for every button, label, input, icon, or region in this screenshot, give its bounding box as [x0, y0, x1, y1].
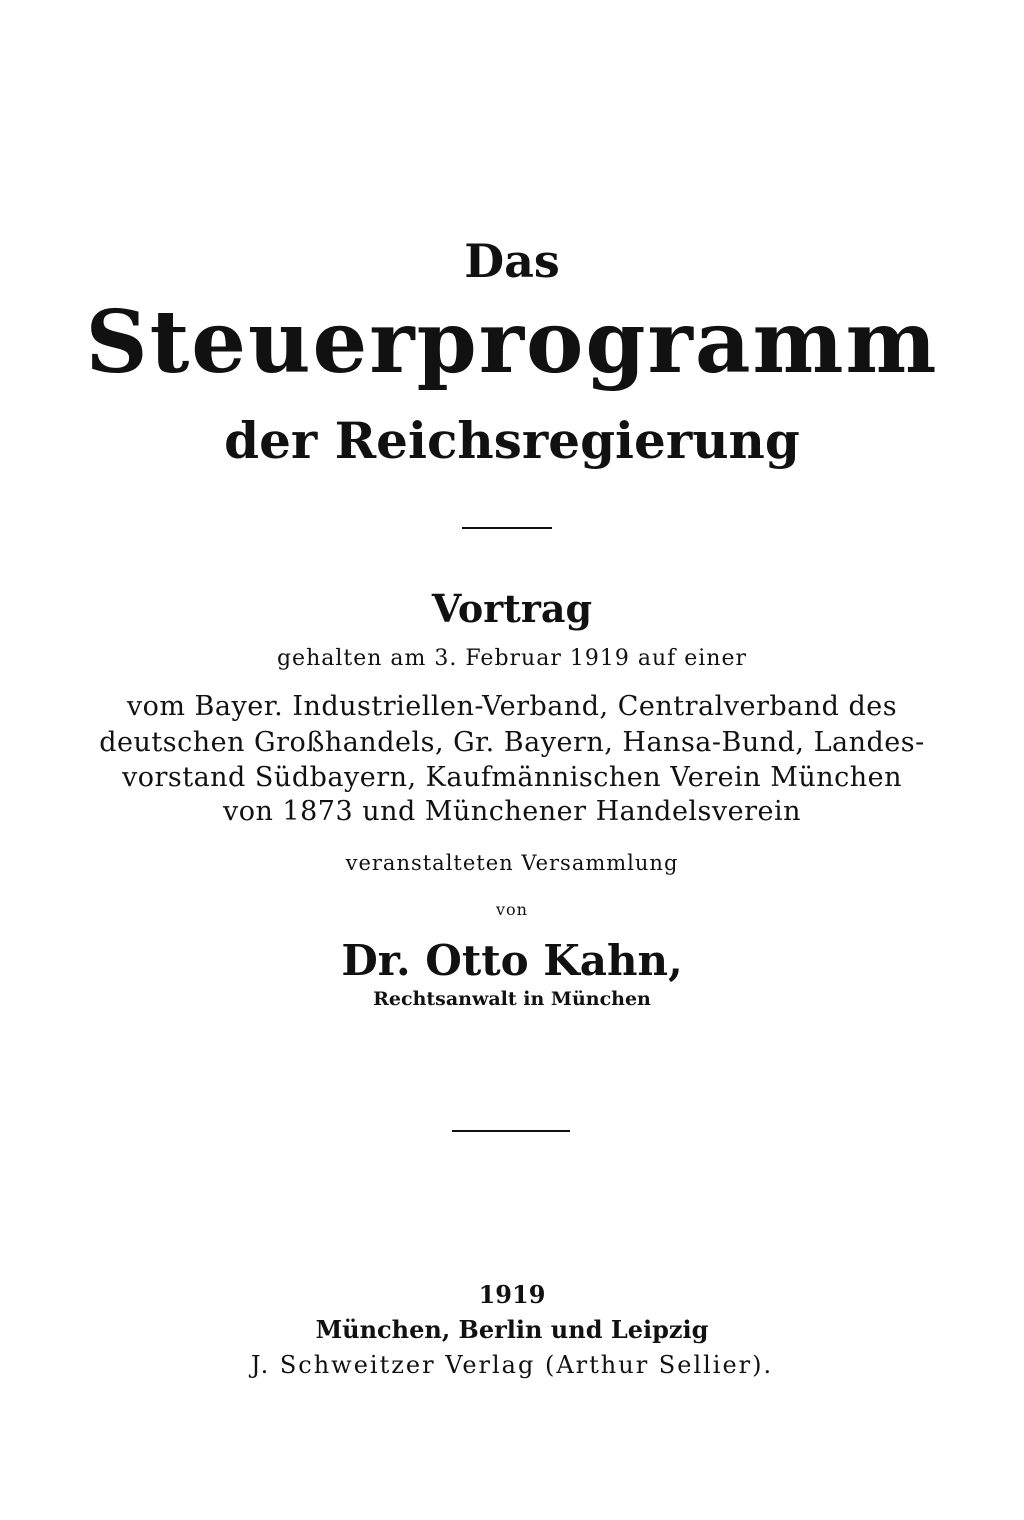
publication-cities: München, Berlin und Leipzig: [315, 1315, 709, 1344]
by-line: von: [496, 900, 528, 919]
organized-line: veranstalteten Versammlung: [345, 851, 679, 875]
held-line: gehalten am 3. Februar 1919 auf einer: [276, 646, 748, 671]
divider-rule-bottom: [452, 1130, 570, 1132]
talk-type: Vortrag: [431, 586, 593, 631]
title-article: Das: [464, 234, 560, 288]
main-title: Steuerprogramm: [85, 292, 939, 393]
organizers-line: vom Bayer. Industriellen-Verband, Centralverband des: [126, 691, 898, 722]
publisher: J. Schweitzer Verlag (Arthur Sellier).: [250, 1351, 774, 1379]
author-role: Rechtsanwalt in München: [373, 988, 651, 1010]
organizers-line: von 1873 und Münchener Handelsverein: [222, 796, 802, 827]
organizers-line: deutschen Großhandels, Gr. Bayern, Hansa-Bund, Landes-: [99, 727, 925, 758]
subtitle: der Reichsregierung: [224, 411, 800, 470]
divider-rule-top: [462, 527, 552, 529]
publication-year: 1919: [478, 1280, 546, 1309]
organizers-line: vorstand Südbayern, Kaufmännischen Verein München: [121, 762, 903, 793]
author-name: Dr. Otto Kahn,: [341, 936, 683, 985]
